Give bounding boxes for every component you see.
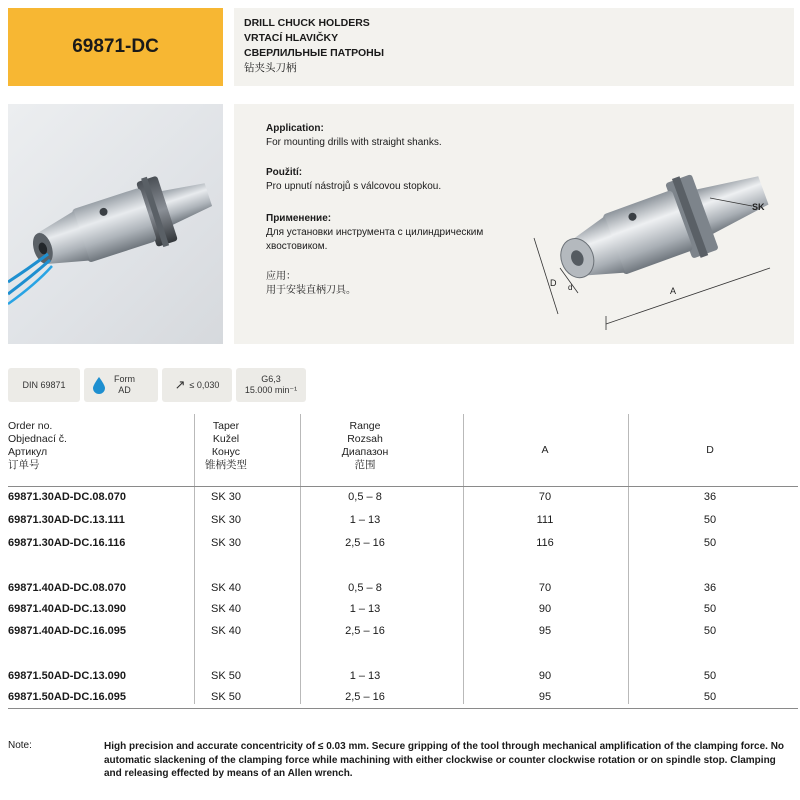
application-en <box>266 122 442 150</box>
row-order-no: 69871.30AD-DC.08.070 <box>8 491 127 503</box>
product-code: 69871-DC <box>72 36 159 57</box>
balance-badge <box>236 368 306 402</box>
row-taper: SK 50 <box>211 691 241 703</box>
header-rule <box>8 486 798 487</box>
header-order <box>8 420 67 472</box>
header-range-ru: Диапазон <box>341 446 389 458</box>
row-d: 50 <box>703 691 717 703</box>
dimension-d-label: D <box>550 278 557 288</box>
row-a: 116 <box>536 537 554 549</box>
runout-badge <box>162 368 232 402</box>
header-taper-en: Taper <box>212 420 240 432</box>
row-range: 0,5 – 8 <box>348 491 382 503</box>
row-taper: SK 30 <box>211 537 241 549</box>
technical-drawing <box>520 118 790 340</box>
row-a: 90 <box>538 603 552 615</box>
row-order-no: 69871.40AD-DC.16.095 <box>8 625 127 637</box>
row-taper: SK 30 <box>211 514 241 526</box>
row-a: 70 <box>538 491 552 503</box>
din-badge-text: DIN 69871 <box>22 380 66 390</box>
row-a: 70 <box>538 582 552 594</box>
row-order-no: 69871.50AD-DC.16.095 <box>8 691 127 703</box>
row-range: 0,5 – 8 <box>348 582 382 594</box>
row-range: 1 – 13 <box>349 670 381 682</box>
application-ru-text-2: хвостовиком. <box>266 241 328 252</box>
application-ru-heading: Применение: <box>266 213 332 224</box>
row-taper: SK 40 <box>211 603 241 615</box>
row-order-no: 69871.40AD-DC.08.070 <box>8 582 127 594</box>
column-divider <box>628 414 629 704</box>
dimension-d-small-label: d <box>568 283 573 292</box>
row-d: 50 <box>703 670 717 682</box>
title-cz: VRTACÍ HLAVIČKY <box>244 32 339 44</box>
runout-arrow-icon: ↗ <box>174 377 186 392</box>
form-line-1: Form <box>114 374 135 384</box>
application-cz-text: Pro upnutí nástrojů s válcovou stopkou. <box>266 181 442 192</box>
title-en: DRILL CHUCK HOLDERS <box>244 17 370 29</box>
application-en-text: For mounting drills with straight shanks. <box>266 137 442 148</box>
header-taper-cn: 锥柄类型 <box>205 459 247 471</box>
coolant-drop-icon <box>92 376 106 394</box>
dimension-a-label: A <box>670 286 677 296</box>
row-range: 2,5 – 16 <box>345 691 385 703</box>
column-divider <box>194 414 195 704</box>
row-range: 1 – 13 <box>349 603 381 615</box>
header-order-cn: 订单号 <box>8 459 40 471</box>
balance-grade: G6,3 <box>261 374 281 384</box>
header-order-en: Order no. <box>8 420 53 432</box>
row-a: 111 <box>536 514 554 526</box>
row-d: 50 <box>703 603 717 615</box>
form-line-2: AD <box>118 385 131 395</box>
product-code-box <box>8 8 223 86</box>
row-order-no: 69871.30AD-DC.13.111 <box>8 514 125 526</box>
application-cn-heading: 应用： <box>266 271 296 282</box>
column-divider <box>463 414 464 704</box>
header-order-ru: Артикул <box>8 446 48 458</box>
row-taper: SK 50 <box>211 670 241 682</box>
drill-chuck-holder-illustration <box>8 104 223 344</box>
application-cn-text: 用于安装直柄刀具。 <box>266 285 356 296</box>
note-label: Note: <box>8 740 32 751</box>
row-taper: SK 30 <box>211 491 241 503</box>
row-order-no: 69871.50AD-DC.13.090 <box>8 670 127 682</box>
row-range: 2,5 – 16 <box>345 537 385 549</box>
table-bottom-rule <box>8 708 798 709</box>
row-taper: SK 40 <box>211 625 241 637</box>
row-d: 36 <box>703 582 717 594</box>
row-order-no: 69871.30AD-DC.16.116 <box>8 537 126 549</box>
header-range-cn: 范围 <box>354 459 376 471</box>
header-range <box>300 420 430 472</box>
title-box <box>234 8 794 86</box>
header-taper-cz: Kužel <box>212 433 240 445</box>
row-a: 90 <box>538 670 552 682</box>
product-photo <box>8 104 223 344</box>
application-cz <box>266 166 441 194</box>
din-badge <box>8 368 80 402</box>
row-a: 95 <box>538 625 552 637</box>
row-d: 50 <box>703 625 717 637</box>
title-cn: 钻夹头刀柄 <box>244 62 297 74</box>
application-ru-text-1: Для установки инструмента с цилиндрическим <box>266 227 484 238</box>
header-range-cz: Rozsah <box>347 433 383 445</box>
header-a: A <box>541 444 549 456</box>
row-d: 50 <box>703 514 717 526</box>
application-ru <box>266 212 483 254</box>
row-order-no: 69871.40AD-DC.13.090 <box>8 603 127 615</box>
title-ru: СВЕРЛИЛЬНЫЕ ПАТРОНЫ <box>244 47 385 59</box>
application-en-heading: Application: <box>266 123 324 134</box>
row-range: 2,5 – 16 <box>345 625 385 637</box>
row-d: 36 <box>703 491 717 503</box>
row-range: 1 – 13 <box>349 514 381 526</box>
runout-value: ≤ 0,030 <box>189 380 220 390</box>
note-text: High precision and accurate concentricity of ≤ 0.03 mm. Secure gripping of the tool through mechanical amplification of the clamping force. No automatic slackening of the clamping force while machining with either clockwise or counter clockwise rotation or on spindle stop. Clamping and releasing effected by means of an Allen wrench. <box>104 741 785 779</box>
header-order-cz: Objednací č. <box>8 433 67 445</box>
form-badge <box>84 368 158 402</box>
row-d: 50 <box>703 537 717 549</box>
header-d: D <box>706 444 714 456</box>
header-taper <box>196 420 256 472</box>
row-a: 95 <box>538 691 552 703</box>
application-cn <box>266 270 356 298</box>
balance-speed: 15.000 min⁻¹ <box>244 385 298 395</box>
header-taper-ru: Конус <box>211 446 241 458</box>
application-cz-heading: Použití: <box>266 167 303 178</box>
header-range-en: Range <box>349 420 381 432</box>
sk-label: SK <box>752 202 765 212</box>
row-taper: SK 40 <box>211 582 241 594</box>
